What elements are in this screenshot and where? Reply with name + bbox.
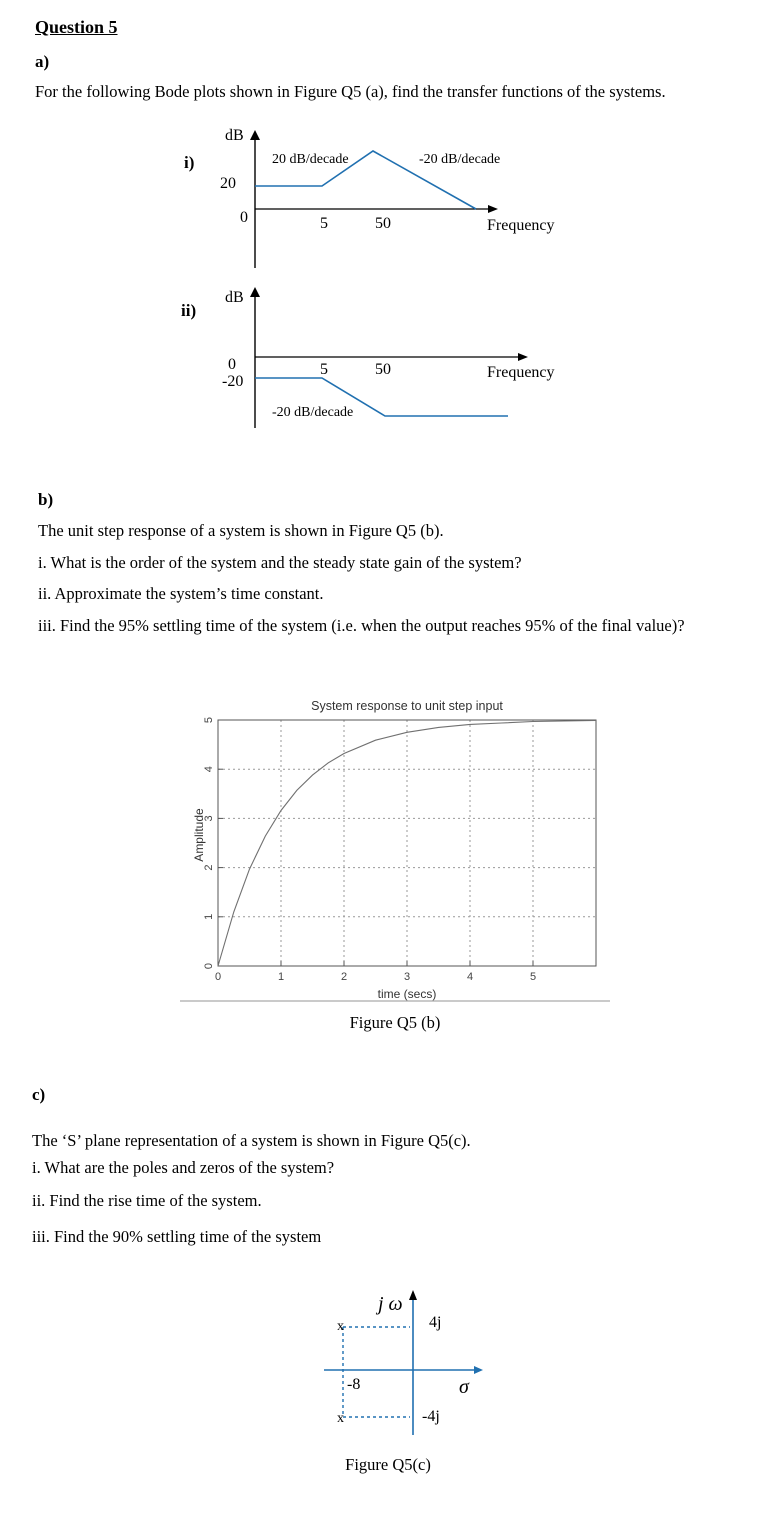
part-b-q1: i. What is the order of the system and the steady state gain of the system? (38, 553, 522, 572)
plot1-slope-up: 20 dB/decade (272, 152, 349, 167)
x-axis-label: time (secs) (377, 987, 437, 1001)
plot1-axis-label: dB (225, 127, 244, 144)
part-c-label: c) (32, 1085, 46, 1104)
part-b-q3: iii. Find the 95% settling time of the system (i.e. when the output reaches 95% of the final value)? (38, 616, 685, 635)
plot2-zero: 0 (228, 356, 236, 373)
plot2-label: ii) (181, 301, 197, 320)
plot1-y-arrow (250, 130, 260, 140)
part-c-q1: i. What are the poles and zeros of the system? (32, 1158, 335, 1177)
x-tick-label: 1 (277, 971, 285, 983)
neg-imag-label: -4j (422, 1408, 440, 1425)
y-axis-label: Amplitude (192, 808, 206, 862)
pos-imag-label: 4j (429, 1314, 442, 1331)
bode-plots-figure (0, 110, 774, 470)
part-c-q2: ii. Find the rise time of the system. (32, 1191, 262, 1210)
step-response-chart (0, 690, 774, 1040)
plot2-freq2: 50 (375, 361, 391, 378)
plot2-x-arrow (518, 353, 528, 361)
x-tick-label: 2 (340, 971, 348, 983)
y-tick-label: 3 (203, 815, 215, 822)
part-b-intro: The unit step response of a system is shown in Figure Q5 (b). (38, 521, 444, 540)
x-tick-label: 3 (403, 971, 411, 983)
part-c-q3: iii. Find the 90% settling time of the system (32, 1227, 322, 1246)
plot1-freq1: 5 (320, 215, 328, 232)
series-line-step-response (218, 721, 596, 967)
part-a-prompt: For the following Bode plots shown in Figure Q5 (a), find the transfer functions of the systems. (35, 82, 666, 101)
pole-upper-mark: x (337, 1319, 344, 1334)
real-axis-label: σ (459, 1376, 469, 1398)
y-tick-label: 5 (203, 716, 215, 724)
plot2-y-arrow (250, 287, 260, 297)
chart-title: System response to unit step input (311, 699, 503, 713)
y-tick-label: 1 (203, 913, 215, 920)
y-tick-label: 4 (203, 766, 215, 773)
plot1-x-arrow (488, 205, 498, 213)
s-plane-figure (0, 1280, 774, 1480)
part-b-q2: ii. Approximate the system’s time constant. (38, 584, 324, 603)
figure-c-caption: Figure Q5(c) (345, 1455, 431, 1474)
real-value-label: -8 (347, 1376, 361, 1393)
chart-grid (218, 720, 596, 966)
question-title: Question 5 (35, 17, 118, 37)
plot2-freq1: 5 (320, 361, 328, 378)
figure-b-caption: Figure Q5 (b) (349, 1013, 441, 1032)
real-axis-arrow (474, 1366, 483, 1374)
pole-lower-mark: x (337, 1411, 344, 1426)
x-tick-label: 5 (529, 971, 537, 983)
plot1-slope-down: -20 dB/decade (419, 152, 501, 167)
part-c-intro: The ‘S’ plane representation of a system is shown in Figure Q5(c). (32, 1131, 471, 1150)
plot1-label: i) (184, 153, 195, 172)
x-tick-label: 0 (214, 971, 222, 983)
imag-axis-arrow (409, 1290, 417, 1300)
plot1-y-value: 20 (220, 175, 236, 192)
y-tick-label: 2 (203, 864, 215, 871)
plot2-axis-label: dB (225, 289, 244, 306)
plot2-y-value: -20 (222, 373, 244, 390)
plot1-zero: 0 (240, 209, 248, 226)
imag-axis-label: j ω (378, 1293, 403, 1315)
plot2-slope: -20 dB/decade (272, 405, 354, 420)
plot2-x-label: Frequency (487, 364, 555, 381)
plot1-x-label: Frequency (487, 217, 555, 234)
chart-ticks (203, 717, 536, 983)
part-a-label: a) (35, 52, 50, 71)
plot1-freq2: 50 (375, 215, 391, 232)
part-b-label: b) (38, 490, 54, 509)
x-tick-label: 4 (466, 971, 474, 983)
y-tick-label: 0 (203, 962, 215, 970)
